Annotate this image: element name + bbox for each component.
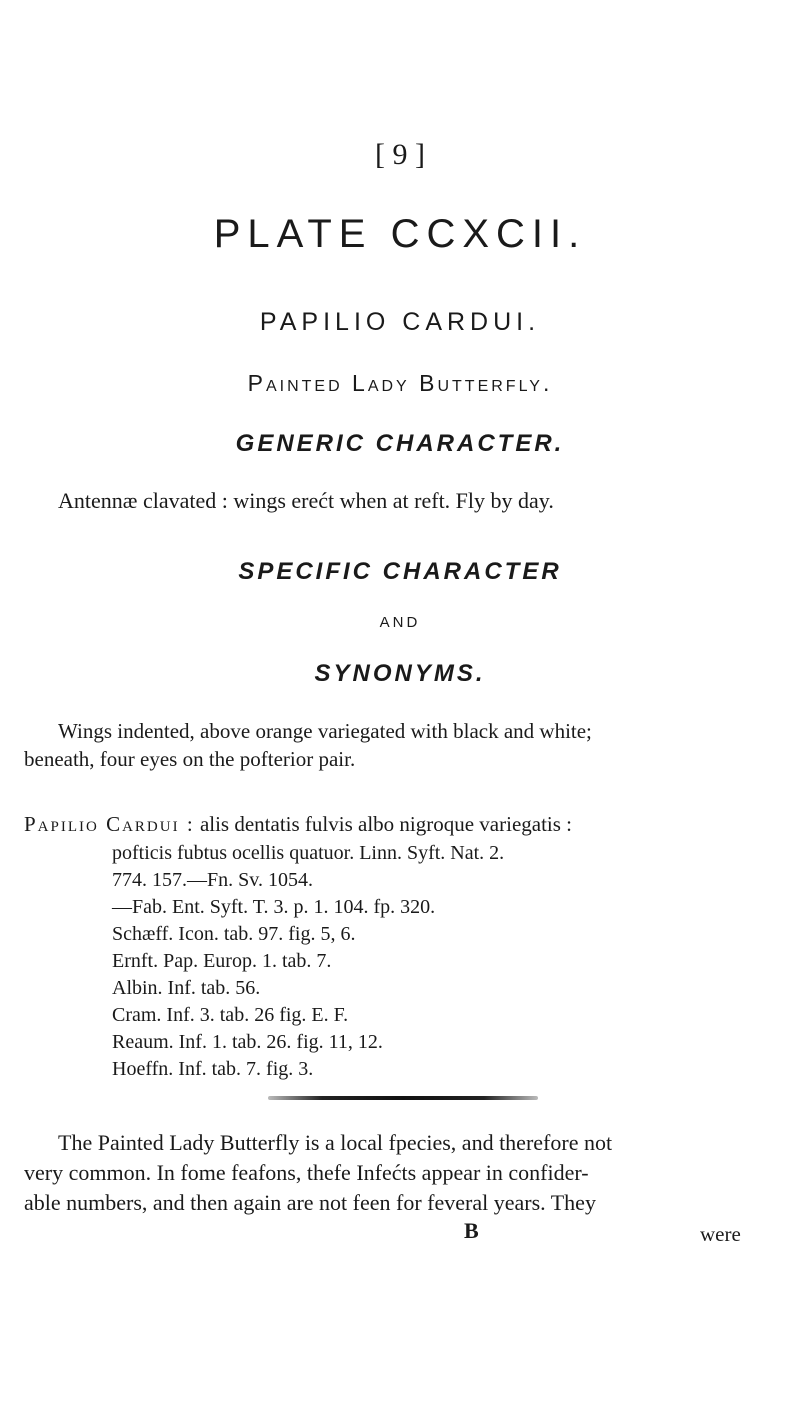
plate-title: PLATE CCXCII. [213,212,587,256]
species-common-name: Painted Lady Butterfly. [247,370,553,396]
citation-species-name: Papilio Cardui : [24,812,195,836]
description-line-1: Wings indented, above orange variegated with black and white; [58,719,592,743]
citation-line: Schæff. Icon. tab. 97. fig. 5, 6. [112,923,356,945]
body-text-line: The Painted Lady Butterfly is a local fpecies, and therefore not [58,1130,613,1155]
citation-line: Hoeffn. Inf. tab. 7. fig. 3. [112,1058,314,1080]
citation-line: —Fab. Ent. Syft. T. 3. p. 1. 104. fp. 320. [112,896,436,918]
generic-character-heading: GENERIC CHARACTER. [235,430,565,457]
citation-line: Albin. Inf. tab. 56. [112,977,261,999]
citation-diagnosis: alis dentatis fulvis albo nigroque variegatis : [199,812,573,836]
citation-line: Reaum. Inf. 1. tab. 26. fig. 11, 12. [112,1031,383,1053]
catchword: were [700,1222,741,1246]
synonyms-heading: SYNONYMS. [314,660,486,687]
and-connector: AND [379,614,421,631]
species-latin-name: PAPILIO CARDUI. [259,308,541,336]
specific-character-heading: SPECIFIC CHARACTER [238,558,562,585]
citation-line: 774. 157.—Fn. Sv. 1054. [112,869,313,891]
page-number: [ 9 ] [375,138,425,171]
section-divider [268,1096,538,1100]
body-text-line: very common. In fome feafons, thefe Infećts appear in confider- [24,1160,589,1185]
signature-mark: B [464,1218,479,1243]
citation-line: Ernft. Pap. Europ. 1. tab. 7. [112,950,332,972]
body-text-line: able numbers, and then again are not feen for feveral years. They [24,1190,596,1215]
citation-line: Cram. Inf. 3. tab. 26 fig. E. F. [112,1004,349,1026]
generic-character-text: Antennæ clavated : wings erećt when at reft. Fly by day. [58,488,554,513]
citation-line: pofticis fubtus ocellis quatuor. Linn. Syft. Nat. 2. [112,842,505,864]
description-line-2: beneath, four eyes on the pofterior pair. [24,747,356,771]
citation-first-line [24,810,572,838]
